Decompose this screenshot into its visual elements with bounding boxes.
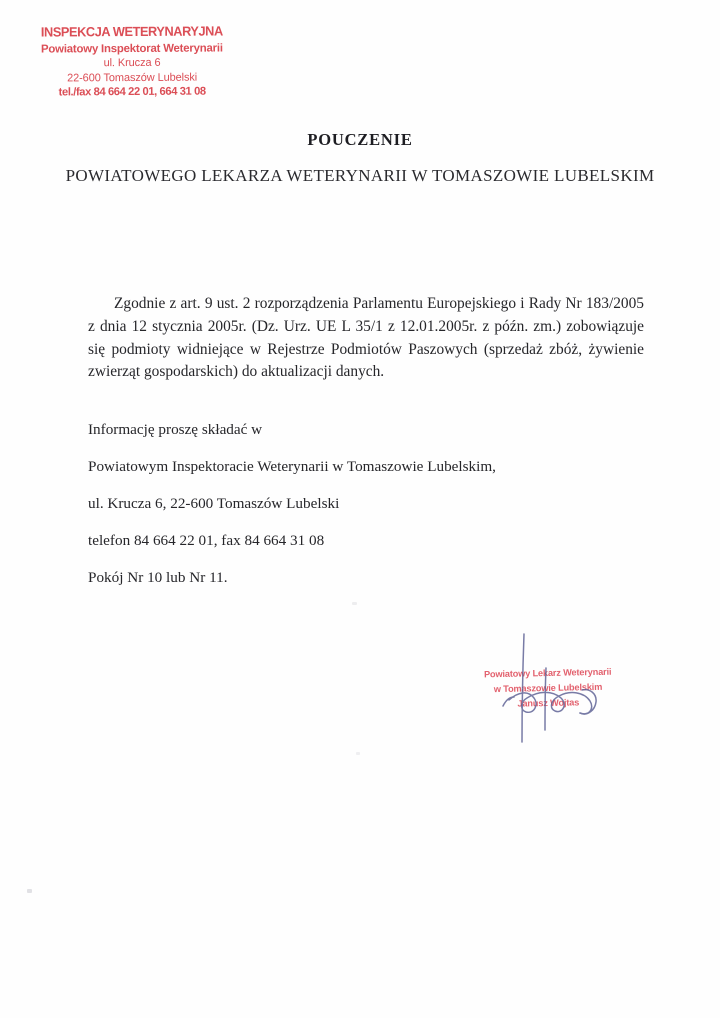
page-title: POUCZENIE: [307, 130, 413, 149]
stamp-inspection-title: INSPEKCJA WETERYNARYJNA: [40, 23, 223, 40]
signature-area: [462, 628, 642, 753]
contact-line-address: ul. Krucza 6, 22-600 Tomaszów Lubelski: [88, 495, 340, 512]
signature-stamp-place: w Tomaszowie Lubelskim: [493, 681, 603, 695]
header-office-stamp: [26, 23, 238, 99]
stamp-city: 22-600 Tomaszów Lubelski: [67, 71, 198, 84]
signature-stamp: [474, 664, 623, 712]
signature-stamp-name: Janusz Wojtas: [517, 697, 580, 709]
contact-line-intro: Informację proszę składać w: [88, 421, 263, 438]
scan-speck: [27, 889, 32, 893]
body-paragraph: Zgodnie z art. 9 ust. 2 rozporządzenia Parlamentu Europejskiego i Rady Nr 183/2005 z dnia 12 stycznia 2005r. (Dz. Urz. UE L 35/1 z 12.01.2005r. z późn. zm.) zobowiązuje się podmioty widniejące w Rejestrze Podmiotów Paszowych (sprzedaż zbóż, żywienie zwierząt gospodarskich) do aktualizacji danych.: [88, 295, 644, 381]
contact-line-phone: telefon 84 664 22 01, fax 84 664 31 08: [88, 532, 325, 549]
signature-stamp-role: Powiatowy Lekarz Weterynarii: [483, 666, 612, 680]
stamp-street: ul. Krucza 6: [103, 57, 161, 70]
stamp-phone: tel./fax 84 664 22 01, 664 31 08: [58, 85, 206, 99]
scan-speck: [352, 602, 357, 605]
contact-line-office: Powiatowym Inspektoracie Weterynarii w Tomaszowie Lubelskim,: [88, 458, 496, 475]
contact-block: [88, 421, 628, 606]
scan-speck: [356, 752, 360, 755]
contact-line-room: Pokój Nr 10 lub Nr 11.: [88, 569, 228, 586]
page-subtitle: POWIATOWEGO LEKARZA WETERYNARII W TOMASZOWIE LUBELSKIM: [65, 166, 655, 185]
stamp-organization: Powiatowy Inspektorat Weterynarii: [40, 42, 223, 56]
